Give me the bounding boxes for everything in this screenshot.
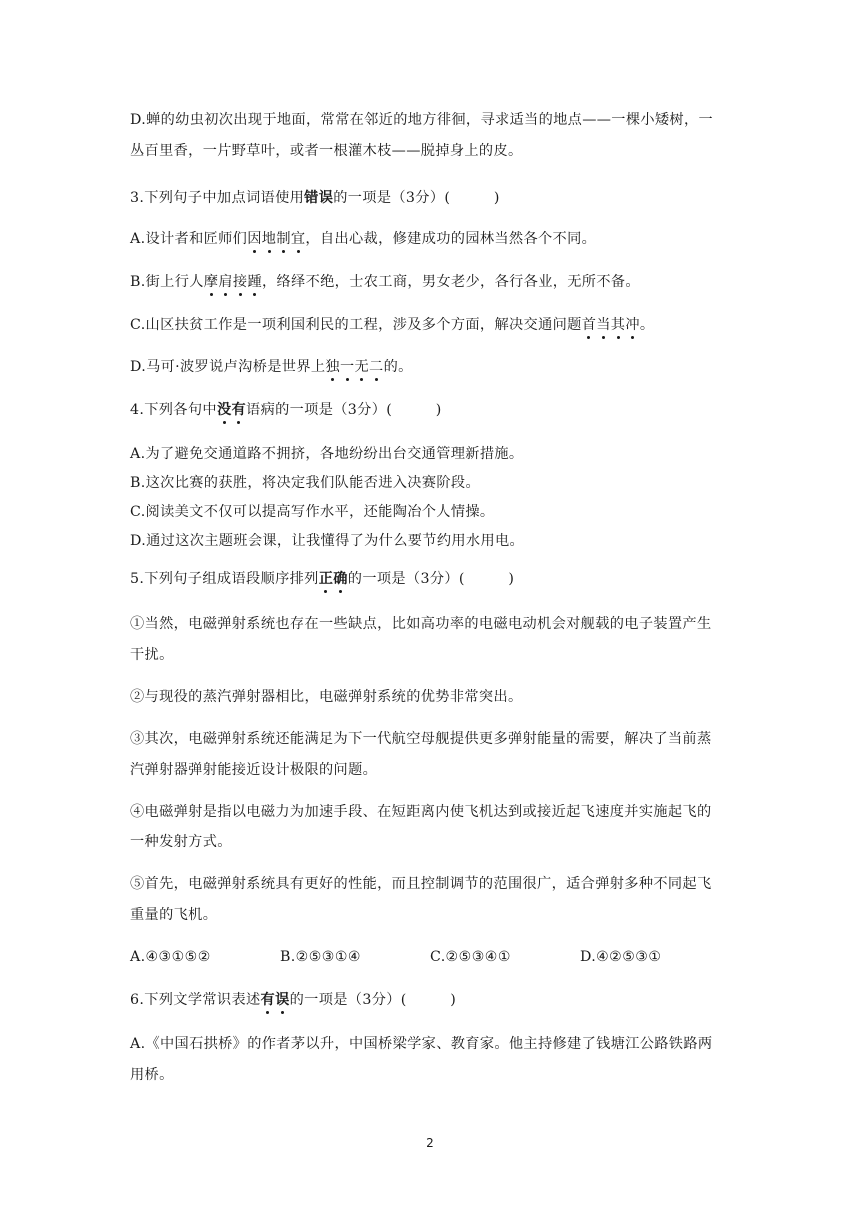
q5-sentence-5-line2: 重量的飞机。	[130, 907, 218, 923]
q4-option-c: C.阅读美文不仅可以提高写作水平，还能陶冶个人情操。	[130, 504, 495, 520]
q5-sentence-1-line1: ①当然，电磁弹射系统也存在一些缺点，比如高功率的电磁电动机会对舰载的电子装置产生	[130, 616, 712, 632]
q6-stem-suffix: 的一项是（3分）( )	[289, 992, 457, 1008]
q3-option-b	[130, 272, 740, 292]
q5-option-b: B.②⑤③①④	[280, 949, 361, 965]
q3-stem-suffix: 的一项是（3分）( )	[333, 190, 500, 206]
q5-stem-suffix: 的一项是（3分）( )	[347, 571, 515, 587]
q5-sentence-5-line1: ⑤首先，电磁弹射系统具有更好的性能，而且控制调节的范围很广，适合弹射多种不同起飞	[130, 876, 712, 892]
page-number: 2	[426, 1136, 434, 1150]
emphasis-dot-char: 当	[596, 317, 611, 333]
emphasis-dot-char: 因	[247, 231, 262, 247]
q5-option-a: A.④③①⑤②	[130, 949, 211, 965]
emphasis-dot-char: 没	[216, 402, 232, 418]
q3-a-suffix: ，自出心裁，修建成功的园林当然各个不同。	[305, 231, 597, 247]
q4-stem-suffix: 语病的一项是（3分）( )	[246, 402, 442, 418]
emphasis-dot-char: 正	[318, 571, 334, 587]
q3-b-suffix: ，络绎不绝，士农工商，男女老少，各行各业，无所不备。	[261, 274, 640, 290]
q4-stem-keyword	[217, 402, 246, 418]
q3-stem-prefix: 3.下列句子中加点词语使用	[130, 190, 305, 206]
emphasis-dot-char: 误	[275, 992, 290, 1008]
emphasis-dot-char: 有	[260, 992, 276, 1008]
emphasis-dot-char: 二	[369, 359, 384, 375]
q3-d-suffix: 的。	[383, 359, 413, 375]
emphasis-dot-char: 踵	[247, 274, 262, 290]
emphasis-dot-char: 有	[231, 402, 247, 418]
q5-stem	[130, 569, 740, 589]
q3-c-prefix: C.山区扶贫工作是一项利国利民的工程，涉及多个方面，解决交通问题	[130, 317, 582, 333]
q3-c-dotted-word	[582, 317, 640, 333]
q3-option-a	[130, 229, 740, 249]
q5-sentence-3-line2: 汽弹射器弹射能接近设计极限的问题。	[130, 762, 378, 778]
emphasis-dot-char: 宜	[290, 231, 306, 247]
emphasis-dot-char: 一	[339, 359, 355, 375]
q5-sentence-2: ②与现役的蒸汽弹射器相比，电磁弹射系统的优势非常突出。	[130, 689, 523, 705]
q5-stem-prefix: 5.下列句子组成语段顺序排列	[130, 571, 319, 587]
emphasis-dot-char: 无	[354, 359, 370, 375]
q6-stem	[130, 990, 740, 1010]
emphasis-dot-char: 独	[325, 359, 340, 375]
q6-option-a-line1: A.《中国石拱桥》的作者茅以升，中国桥梁学家、教育家。他主持修建了钱塘江公路铁路两	[130, 1036, 713, 1052]
q5-sentence-4-line1: ④电磁弹射是指以电磁力为加速手段、在短距离内使飞机达到或接近起飞速度并实施起飞的	[130, 804, 712, 820]
q4-stem	[130, 400, 740, 420]
q4-option-a: A.为了避免交通道路不拥挤，各地纷纷出台交通管理新措施。	[130, 446, 524, 462]
q3-d-dotted-word	[325, 359, 383, 375]
q5-stem-keyword	[319, 571, 348, 587]
q3-a-dotted-word	[247, 231, 305, 247]
q5-sentence-1-line2: 干扰。	[130, 647, 174, 663]
emphasis-dot-char: 制	[276, 231, 291, 247]
emphasis-dot-char: 地	[261, 231, 277, 247]
q3-option-d	[130, 357, 740, 377]
emphasis-dot-char: 确	[333, 571, 348, 587]
emphasis-dot-char: 首	[581, 317, 597, 333]
q5-option-d: D.④②⑤③①	[580, 949, 662, 965]
q6-option-a-line2: 用桥。	[130, 1067, 174, 1083]
emphasis-dot-char: 肩	[218, 274, 233, 290]
q4-stem-prefix: 4.下列各句中	[130, 402, 217, 418]
q3-stem	[130, 188, 740, 208]
q6-stem-keyword	[261, 992, 290, 1008]
q3-stem-keyword: 错误	[304, 190, 334, 206]
q3-b-dotted-word	[204, 274, 262, 290]
q5-option-c: C.②⑤③④①	[430, 949, 511, 965]
q5-sentence-4-line2: 一种发射方式。	[130, 834, 232, 850]
q4-option-b: B.这次比赛的获胜，将决定我们队能否进入决赛阶段。	[130, 475, 480, 491]
q5-sentence-3-line1: ③其次，电磁弹射系统还能满足为下一代航空母舰提供更多弹射能量的需要，解决了当前蒸	[130, 731, 712, 747]
q3-c-suffix: 。	[639, 317, 655, 333]
emphasis-dot-char: 摩	[203, 274, 219, 290]
emphasis-dot-char: 其	[610, 317, 626, 333]
q5-options	[130, 947, 740, 967]
q3-option-c	[130, 315, 740, 335]
q6-stem-prefix: 6.下列文学常识表述	[130, 992, 261, 1008]
q2-option-d-line2: 丛百里香，一片野草叶，或者一根灌木枝——脱掉身上的皮。	[130, 143, 523, 159]
emphasis-dot-char: 接	[232, 274, 248, 290]
emphasis-dot-char: 冲	[625, 317, 640, 333]
q3-a-prefix: A.设计者和匠师们	[130, 231, 248, 247]
q4-option-d: D.通过这次主题班会课，让我懂得了为什么要节约用水用电。	[130, 533, 525, 549]
q3-b-prefix: B.街上行人	[130, 274, 204, 290]
q3-d-prefix: D.马可·波罗说卢沟桥是世界上	[130, 359, 326, 375]
q2-option-d-line1: D.蝉的幼虫初次出现于地面，常常在邻近的地方徘徊，寻求适当的地点——一棵小矮树，一	[130, 112, 714, 128]
